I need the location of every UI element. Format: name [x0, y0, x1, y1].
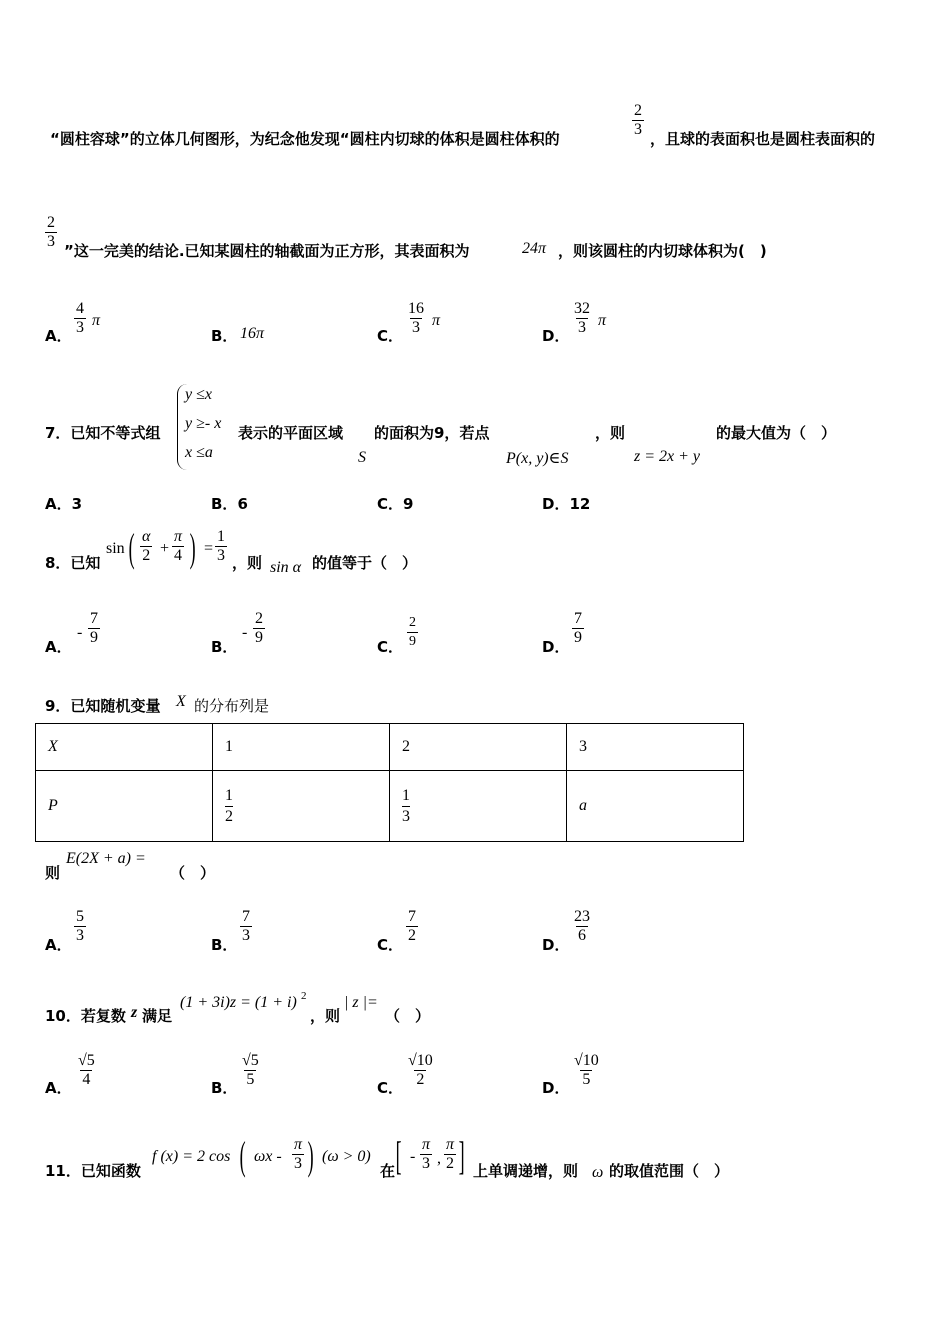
fraction-numerator: √5 — [242, 1052, 259, 1069]
fraction-numerator: 2 — [634, 102, 642, 119]
fraction-numerator: 7 — [242, 908, 250, 925]
fraction-numerator: √5 — [78, 1052, 95, 1069]
q11-interval-left — [420, 1136, 432, 1173]
fraction-denominator: 2 — [416, 1071, 425, 1088]
option-c-fraction — [406, 908, 418, 945]
option-d-label[interactable]: D． — [542, 1079, 570, 1097]
q10-exponent: 2 — [301, 990, 307, 1002]
surface-area-value: 24π — [522, 240, 547, 257]
right-bracket: ] — [458, 1133, 465, 1178]
fraction-denominator: 9 — [255, 629, 263, 646]
intro-fraction-1 — [632, 102, 644, 139]
option-a-sign: - — [77, 624, 83, 641]
option-d-pi: π — [598, 312, 607, 329]
fraction-denominator: 3 — [76, 319, 84, 336]
option-d-label[interactable]: D． — [542, 327, 570, 345]
table-cell — [390, 771, 567, 842]
q11-text-2: 上单调递增，则 — [473, 1162, 579, 1180]
q10-expression: (1 + 3i)z = (1 + i) — [180, 994, 297, 1011]
fraction-denominator: 5 — [582, 1071, 591, 1088]
q7-number: 7．已知不等式组 — [45, 424, 161, 442]
q7-text-3: ，则 — [595, 424, 626, 442]
fraction-denominator: 3 — [76, 927, 84, 944]
table-cell: 3 — [567, 724, 744, 771]
option-d-fraction — [572, 908, 592, 945]
table-row — [36, 771, 744, 842]
option-c-label[interactable]: C． — [377, 1079, 404, 1097]
fraction-denominator: 5 — [246, 1071, 255, 1088]
fraction-denominator: 9 — [90, 629, 98, 646]
q7-set-s: S — [358, 449, 366, 466]
fraction-numerator: 1 — [217, 528, 225, 545]
q8-alpha-fraction — [140, 528, 152, 565]
fraction-denominator: 3 — [578, 319, 586, 336]
option-d-fraction — [572, 610, 584, 647]
option-c-fraction — [406, 300, 426, 337]
option-c[interactable]: C．9 — [377, 495, 414, 513]
option-a[interactable]: A．3 — [45, 495, 83, 513]
q11-interval-right — [444, 1136, 456, 1173]
q7-text-2: 的面积为9，若点 — [374, 424, 490, 442]
fraction-numerator: 23 — [574, 908, 590, 925]
table-cell — [213, 771, 390, 842]
fraction-denominator: 3 — [412, 319, 420, 336]
table-cell: 1 — [213, 724, 390, 771]
table-cell: P — [36, 771, 213, 842]
option-a-fraction — [74, 300, 86, 337]
fraction-denominator: 2 — [408, 927, 416, 944]
fraction-numerator: π — [174, 528, 183, 545]
q9-variable: X — [176, 693, 186, 710]
fraction-numerator: √10 — [408, 1052, 433, 1069]
q11-minus: - — [410, 1148, 416, 1165]
fraction-denominator: 2 — [142, 547, 151, 564]
option-b[interactable]: B．6 — [211, 495, 248, 513]
fraction-denominator: 9 — [409, 634, 416, 649]
q10-number: 10．若复数 — [45, 1007, 126, 1025]
q7-text-4: 的最大值为（ ） — [716, 424, 837, 442]
fraction-denominator: 2 — [446, 1155, 454, 1172]
q11-omega: ω — [592, 1164, 604, 1181]
option-a-fraction — [88, 610, 100, 647]
q7-text-1: 表示的平面区域 — [238, 424, 344, 442]
option-a-label[interactable]: A． — [45, 327, 72, 345]
fraction-denominator: 3 — [634, 121, 642, 138]
fraction-numerator: α — [142, 528, 151, 545]
intro-line2: ”这一完美的结论.已知某圆柱的轴截面为正方形，其表面积为 — [64, 242, 470, 260]
option-b-fraction — [253, 610, 265, 647]
option-c-fraction — [407, 614, 418, 651]
q11-omega-x: ωx - — [254, 1148, 282, 1165]
option-b-label[interactable]: B． — [211, 638, 238, 656]
q9-expression: E(2X + a) = — [66, 850, 146, 867]
option-d-label[interactable]: D． — [542, 638, 570, 656]
left-paren: ( — [128, 525, 135, 570]
q9-number: 9．已知随机变量 — [45, 697, 161, 715]
q8-result-fraction — [215, 528, 227, 565]
fraction-numerator: 7 — [408, 908, 416, 925]
option-a-fraction — [76, 1052, 97, 1089]
probability-fraction: $\frac{1}{2}$ — [225, 786, 233, 825]
fraction-denominator: 4 — [82, 1071, 91, 1088]
q8-pi-fraction — [172, 528, 184, 565]
fraction-numerator: 7 — [574, 610, 582, 627]
q8-sin: sin — [106, 540, 125, 557]
fraction-numerator: π — [294, 1136, 303, 1153]
option-a-label[interactable]: A． — [45, 1079, 72, 1097]
q11-text-3: 的取值范围（ ） — [609, 1162, 730, 1180]
intro-line2-tail: ，则该圆柱的内切球体积为( ) — [558, 242, 767, 260]
q9-paren: （ ） — [170, 864, 216, 882]
fraction-denominator: 3 — [47, 233, 55, 250]
right-paren: ) — [189, 525, 196, 570]
q7-objective: z = 2x + y — [634, 448, 701, 465]
system-line-3: x ≤a — [185, 444, 213, 461]
table-row — [36, 724, 744, 771]
option-b-sign: - — [242, 624, 248, 641]
q11-number: 11．已知函数 — [45, 1162, 141, 1180]
right-paren: ) — [307, 1133, 314, 1178]
q11-comma: , — [437, 1150, 441, 1167]
fraction-denominator: 3 — [242, 927, 250, 944]
q8-plus: + — [160, 540, 170, 557]
q8-sin-alpha: sin α — [270, 559, 302, 576]
fraction-numerator: 2 — [409, 615, 416, 630]
option-d-fraction — [572, 300, 592, 337]
left-bracket: [ — [395, 1133, 402, 1178]
intro-fraction-2 — [45, 214, 57, 251]
option-c-label[interactable]: C． — [377, 327, 404, 345]
q8-equals: = — [204, 540, 214, 557]
q11-pi-fraction — [292, 1136, 304, 1173]
system-line-2: y ≥- x — [185, 415, 222, 432]
option-d[interactable]: D．12 — [542, 495, 591, 513]
table-cell: 2 — [390, 724, 567, 771]
q9-tail: 的分布列是 — [194, 697, 270, 715]
option-b-value: 16π — [240, 325, 265, 342]
fraction-numerator: π — [422, 1136, 431, 1153]
q10-z: z — [131, 1004, 138, 1021]
q10-paren: （ ） — [385, 1007, 431, 1025]
q10-text-2: ，则 — [310, 1007, 341, 1025]
option-b-label[interactable]: B． — [211, 936, 238, 954]
fraction-denominator: 4 — [174, 547, 182, 564]
q11-text-1: 在 — [380, 1162, 396, 1180]
fraction-numerator: 7 — [90, 610, 98, 627]
q8-text-2: 的值等于（ ） — [312, 554, 418, 572]
q10-text-1: 满足 — [142, 1007, 173, 1025]
option-a-label[interactable]: A． — [45, 638, 72, 656]
q11-function: f (x) = 2 cos — [152, 1148, 231, 1165]
option-c-pi: π — [432, 312, 441, 329]
q11-condition: (ω > 0) — [322, 1148, 371, 1165]
table-cell: a — [567, 771, 744, 842]
intro-line1: “圆柱容球”的立体几何图形，为纪念他发现“圆柱内切球的体积是圆柱体积的 — [50, 130, 560, 148]
q9-then: 则 — [45, 864, 61, 882]
option-a-pi: π — [92, 312, 101, 329]
option-a-fraction — [74, 908, 86, 945]
option-b-label[interactable]: B． — [211, 327, 238, 345]
fraction-numerator: 16 — [408, 300, 424, 317]
fraction-numerator: 2 — [255, 610, 263, 627]
option-b-fraction — [240, 908, 252, 945]
left-paren: ( — [239, 1133, 246, 1178]
fraction-numerator: √10 — [574, 1052, 599, 1069]
option-c-fraction — [406, 1052, 435, 1089]
option-d-fraction — [572, 1052, 601, 1089]
fraction-numerator: 2 — [47, 214, 55, 231]
intro-line1-tail: ，且球的表面积也是圆柱表面积的 — [650, 130, 876, 148]
fraction-numerator: 32 — [574, 300, 590, 317]
probability-fraction: $\frac{1}{3}$ — [402, 786, 410, 825]
fraction-numerator: 5 — [76, 908, 84, 925]
fraction-denominator: 3 — [217, 547, 225, 564]
option-b-label[interactable]: B． — [211, 1079, 238, 1097]
option-c-label[interactable]: C． — [377, 936, 404, 954]
q8-text-1: ，则 — [232, 554, 263, 572]
option-a-label[interactable]: A． — [45, 936, 72, 954]
option-c-label[interactable]: C． — [377, 638, 404, 656]
fraction-denominator: 9 — [574, 629, 582, 646]
q8-number: 8．已知 — [45, 554, 101, 572]
option-d-label[interactable]: D． — [542, 936, 570, 954]
fraction-numerator: 4 — [76, 300, 84, 317]
fraction-denominator: 3 — [422, 1155, 430, 1172]
option-b-fraction — [240, 1052, 261, 1089]
fraction-numerator: π — [446, 1136, 455, 1153]
fraction-denominator: 6 — [578, 927, 586, 944]
q7-point: P(x, y)∈S — [506, 450, 569, 467]
fraction-denominator: 3 — [294, 1155, 302, 1172]
q10-modulus: | z |= — [344, 994, 378, 1011]
system-line-1: y ≤x — [185, 386, 212, 403]
distribution-table — [35, 723, 744, 842]
table-cell: X — [36, 724, 213, 771]
